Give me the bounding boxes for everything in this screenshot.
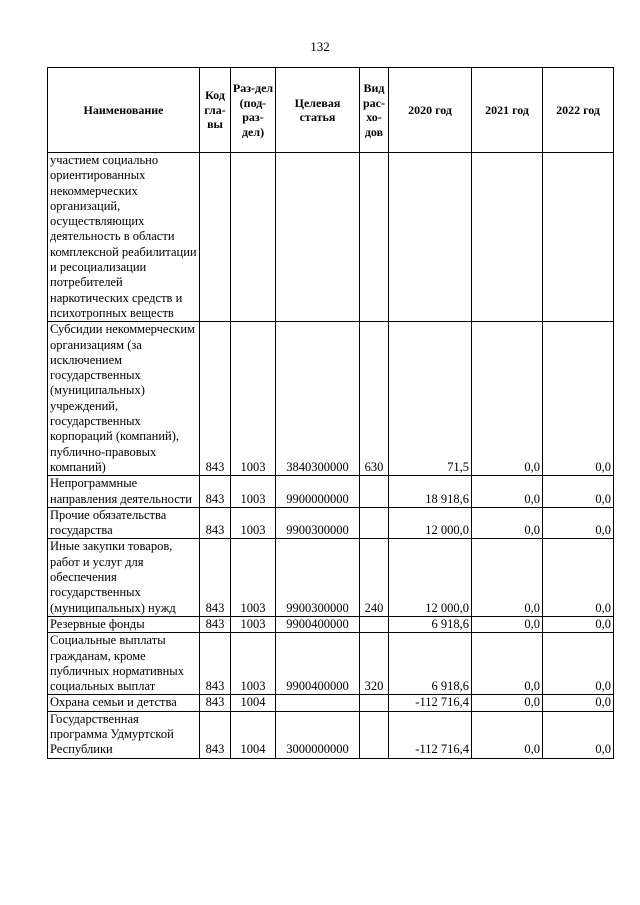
row-chapter-code: 843 [200,539,231,616]
header-chapter-code: Код гла-вы [200,68,231,153]
header-2020: 2020 год [389,68,472,153]
row-2022: 0,0 [543,507,614,539]
row-chapter-code: 843 [200,507,231,539]
row-2022: 0,0 [543,695,614,711]
row-2021: 0,0 [472,633,543,695]
row-2020: 6 918,6 [389,616,472,632]
row-chapter-code: 843 [200,322,231,476]
header-2021: 2021 год [472,68,543,153]
row-section: 1003 [231,616,276,632]
row-name: Иные закупки товаров, работ и услуг для обеспечения государственных (муниципальных) нужд [48,539,200,616]
header-expense-type: Вид рас-хо-дов [360,68,389,153]
row-target-article [276,153,360,322]
row-name: Резервные фонды [48,616,200,632]
table-row [48,711,614,758]
row-section [231,153,276,322]
row-2022: 0,0 [543,476,614,508]
row-target-article: 9900400000 [276,633,360,695]
table-row [48,153,614,322]
row-2021: 0,0 [472,322,543,476]
row-2021: 0,0 [472,476,543,508]
header-row [48,68,614,153]
row-chapter-code: 843 [200,633,231,695]
row-2020: 18 918,6 [389,476,472,508]
row-chapter-code: 843 [200,476,231,508]
row-expense-type [360,711,389,758]
row-2020: -112 716,4 [389,711,472,758]
row-chapter-code [200,153,231,322]
table-row [48,695,614,711]
row-2022: 0,0 [543,539,614,616]
table-row [48,476,614,508]
row-expense-type [360,153,389,322]
row-2022: 0,0 [543,711,614,758]
row-expense-type [360,476,389,508]
row-name: Государственная программа Удмуртской Республики [48,711,200,758]
header-2022: 2022 год [543,68,614,153]
header-name: Наименование [48,68,200,153]
row-name: Прочие обязательства государства [48,507,200,539]
row-section: 1003 [231,539,276,616]
row-name: Социальные выплаты гражданам, кроме публичных нормативных социальных выплат [48,633,200,695]
row-target-article: 3840300000 [276,322,360,476]
row-section: 1004 [231,695,276,711]
row-section: 1003 [231,507,276,539]
row-expense-type [360,507,389,539]
table-row [48,539,614,616]
row-target-article: 9900300000 [276,507,360,539]
row-expense-type [360,695,389,711]
row-2021: 0,0 [472,711,543,758]
row-section: 1004 [231,711,276,758]
row-expense-type: 320 [360,633,389,695]
row-chapter-code: 843 [200,616,231,632]
row-section: 1003 [231,322,276,476]
row-2021: 0,0 [472,695,543,711]
row-2020: 71,5 [389,322,472,476]
row-expense-type: 240 [360,539,389,616]
row-2021: 0,0 [472,616,543,632]
row-expense-type: 630 [360,322,389,476]
row-target-article: 9900400000 [276,616,360,632]
row-target-article: 9900300000 [276,539,360,616]
row-2022: 0,0 [543,616,614,632]
table-row [48,616,614,632]
row-2022: 0,0 [543,633,614,695]
page-number: 132 [310,39,330,54]
row-chapter-code: 843 [200,695,231,711]
table-row [48,507,614,539]
row-2020: 12 000,0 [389,507,472,539]
row-2021 [472,153,543,322]
header-section: Раз-дел (под-раз-дел) [231,68,276,153]
row-chapter-code: 843 [200,711,231,758]
row-2020 [389,153,472,322]
row-section: 1003 [231,476,276,508]
row-target-article: 3000000000 [276,711,360,758]
table-row [48,322,614,476]
row-section: 1003 [231,633,276,695]
row-name: Субсидии некоммерческим организациям (за исключением государственных (муниципальных) учреждений, государственных корпораций (компаний), публично-правовых компаний) [48,322,200,476]
row-name: Охрана семьи и детства [48,695,200,711]
row-name: участием социально ориентированных некоммерческих организаций, осуществляющих деятельность в области комплексной реабилитации и ресоциализации потребителей наркотических средств и психотропных веществ [48,153,200,322]
row-2022: 0,0 [543,322,614,476]
row-name: Непрограммные направления деятельности [48,476,200,508]
table-row [48,633,614,695]
row-2020: -112 716,4 [389,695,472,711]
row-2020: 12 000,0 [389,539,472,616]
header-target-article: Целевая статья [276,68,360,153]
row-target-article [276,695,360,711]
row-2022 [543,153,614,322]
row-2021: 0,0 [472,539,543,616]
budget-table [47,67,614,759]
row-2021: 0,0 [472,507,543,539]
row-2020: 6 918,6 [389,633,472,695]
row-target-article: 9900000000 [276,476,360,508]
row-expense-type [360,616,389,632]
